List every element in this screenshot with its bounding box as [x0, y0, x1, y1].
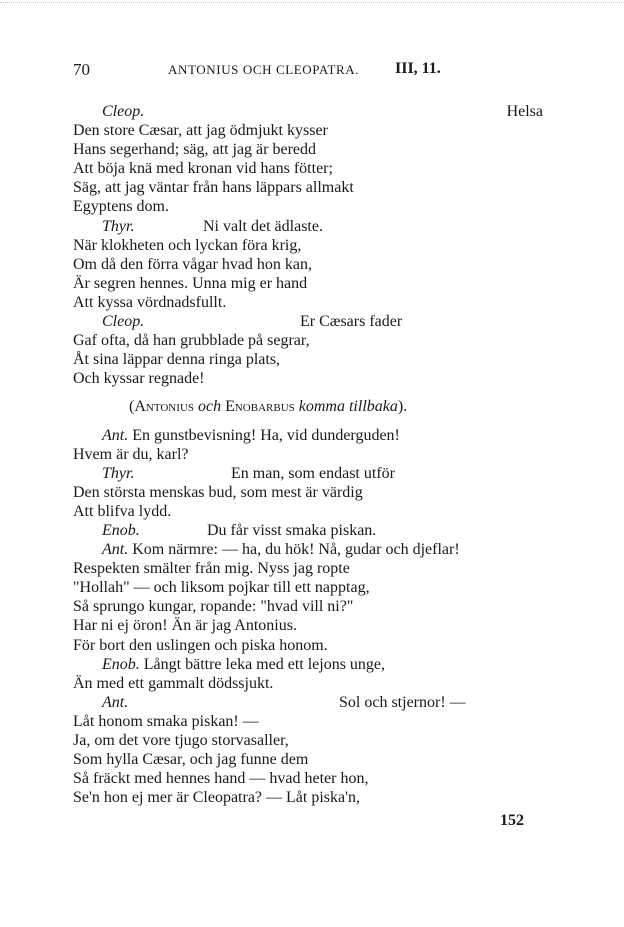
verse-line [73, 217, 543, 236]
stage-direction: (Antonius och Enobarbus komma tillbaka). [129, 398, 408, 416]
verse-line [73, 464, 543, 483]
speaker-name: Cleop. [102, 313, 145, 331]
verse-line: Så sprungo kungar, ropande: "hvad vill ni?" [73, 598, 354, 616]
verse-line: Åt sina läppar denna ringa plats, [73, 351, 281, 369]
verse-line: Ja, om det vore tjugo storvasaller, [73, 732, 289, 749]
speaker-name: Enob. [102, 655, 140, 673]
verse-line: Låt honom smaka piskan! — [73, 712, 259, 730]
verse-line: Respekten smälter från mig. Nyss jag ropte [73, 560, 350, 578]
top-edge-rule [0, 2, 624, 11]
verse-line: "Hollah" — och liksom pojkar till ett napptag, [73, 579, 370, 597]
verse-line [73, 540, 543, 559]
verse-line: Den store Cæsar, att jag ödmjukt kysser [73, 122, 328, 140]
verse-fragment: Sol och stjernor! — [339, 693, 466, 711]
page-header [73, 60, 543, 84]
verse-fragment: Er Cæsars fader [300, 313, 403, 331]
verse-line: Att kyssa vördnadsfullt. [73, 293, 227, 311]
verse-line: Hvem är du, karl? [73, 445, 189, 463]
verse-line: Säg, att jag väntar från hans läppars allmakt [73, 179, 354, 197]
signature-mark: 152 [500, 812, 524, 829]
verse-line [73, 693, 543, 712]
verse-line: Om då den förra vågar hvad hon kan, [73, 255, 313, 273]
verse-fragment: Ni valt det ädlaste. [203, 217, 323, 235]
verse-line [73, 655, 543, 674]
verse-line: För bort den uslingen och piska honom. [73, 636, 328, 654]
verse-line [73, 426, 543, 445]
verse-fragment: Du får visst smaka piskan. [207, 521, 377, 539]
verse-line [73, 312, 543, 331]
verse-line [73, 521, 543, 540]
play-text [73, 102, 543, 807]
verse-line: Har ni ej öron! Än är jag Antonius. [73, 617, 297, 635]
act-scene: III, 11. [395, 60, 441, 77]
running-title: ANTONIUS OCH CLEOPATRA. [168, 62, 360, 77]
verse-line: Att böja knä med kronan vid hans fötter; [73, 160, 333, 178]
character-name: Antonius [134, 398, 194, 416]
verse-line: Den största menskas bud, som mest är värdig [73, 483, 363, 501]
page-number: 70 [73, 60, 90, 79]
character-name: Enobarbus [225, 398, 295, 416]
speaker-name: Cleop. [102, 103, 145, 120]
verse-fragment: Långt bättre leka med ett lejons unge, [143, 655, 386, 673]
verse-line: Gaf ofta, då han grubblade på segrar, [73, 332, 310, 350]
verse-fragment: Kom närmre: — ha, du hök! Nå, gudar och djeflar! [132, 541, 460, 559]
verse-fragment: Helsa [506, 103, 543, 120]
verse-line: När klokheten och lyckan föra krig, [73, 236, 302, 254]
verse-line: Är segren hennes. Unna mig er hand [73, 274, 308, 292]
speaker-name: Thyr. [102, 464, 135, 482]
speaker-name: Ant. [102, 541, 129, 559]
verse-line: Se'n hon ej mer är Cleopatra? — Låt piska'n, [73, 789, 361, 807]
speaker-name: Thyr. [102, 217, 135, 235]
verse-line: Och kyssar regnade! [73, 370, 205, 388]
verse-line [73, 102, 543, 121]
verse-fragment: En gunstbevisning! Ha, vid dunderguden! [132, 426, 400, 444]
verse-line: Hans segerhand; säg, att jag är beredd [73, 141, 317, 159]
verse-line: Än med ett gammalt dödssjukt. [73, 674, 274, 692]
verse-line: Egyptens dom. [73, 198, 169, 216]
speaker-name: Ant. [102, 426, 129, 444]
verse-line: Att blifva lydd. [73, 502, 172, 520]
verse-line: Som hylla Cæsar, och jag funne dem [73, 751, 309, 769]
verse-fragment: En man, som endast utför [231, 464, 395, 482]
speaker-name: Enob. [102, 521, 140, 539]
verse-line: Så fräckt med hennes hand — hvad heter hon, [73, 770, 369, 788]
speaker-name: Ant. [102, 693, 129, 711]
